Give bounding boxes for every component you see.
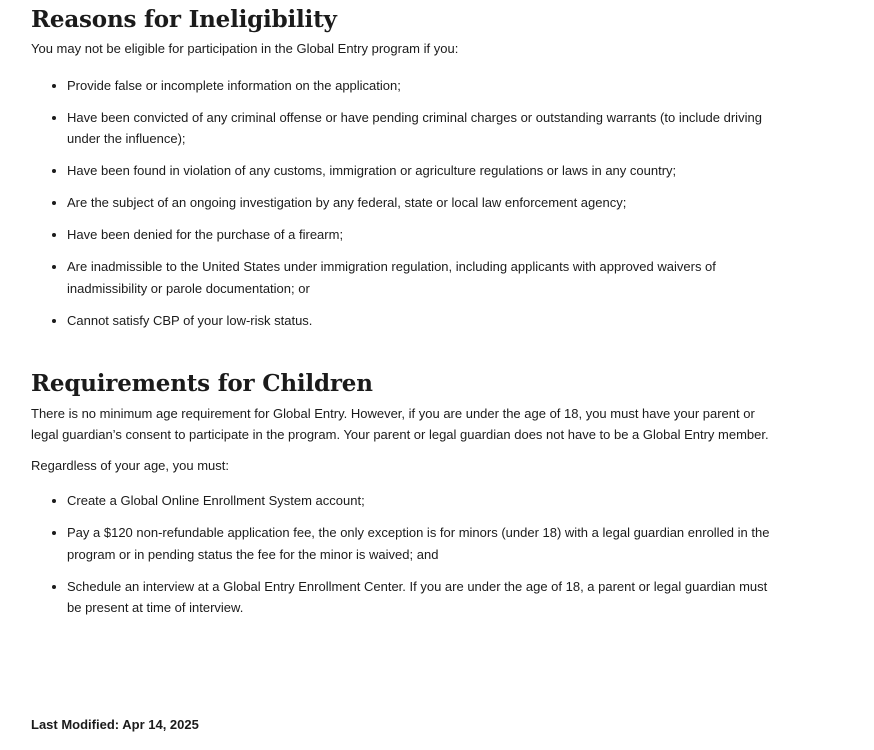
list-item: • Provide false or incomplete information on the application; <box>67 75 771 97</box>
list-item: • Have been found in violation of any customs, immigration or agriculture regulations or laws in any country; <box>67 160 771 182</box>
children-intro: There is no minimum age requirement for Global Entry. However, if you are under the age of 18, you must have your parent or legal guardian’s consent to participate in the program. Your parent or legal guardian does not have to be a Global Entry member. <box>31 405 769 442</box>
list-item: • Are inadmissible to the United States under immigration regulation, including applicants with approved waivers of inadmissibility or parole documentation; or <box>67 256 771 299</box>
ineligibility-list <box>31 75 771 332</box>
section-heading-ineligibility: Reasons for Ineligibility <box>31 6 337 33</box>
list-item: • Schedule an interview at a Global Entry Enrollment Center. If you are under the age of 18, a parent or legal guardian must be present at time of interview. <box>67 576 771 619</box>
list-item: • Cannot satisfy CBP of your low-risk status. <box>67 310 771 332</box>
list-item: • Have been denied for the purchase of a firearm; <box>67 224 771 246</box>
main-content <box>31 0 771 629</box>
children-requirements-list <box>31 490 771 619</box>
list-item: • Are the subject of an ongoing investigation by any federal, state or local law enforcement agency; <box>67 192 771 214</box>
list-item: • Pay a $120 non-refundable application fee, the only exception is for minors (under 18) with a legal guardian enrolled in the program or in pending status the fee for the minor is waived; and <box>67 522 771 565</box>
list-item: • Have been convicted of any criminal offense or have pending criminal charges or outstanding warrants (to include driving under the influence); <box>67 107 771 150</box>
last-modified-date: Last Modified: Apr 14, 2025 <box>31 717 199 732</box>
section-spacer <box>31 342 771 370</box>
section-heading-children: Requirements for Children <box>31 369 373 397</box>
list-item: • Create a Global Online Enrollment System account; <box>67 490 771 512</box>
ineligibility-intro: You may not be eligible for participation in the Global Entry program if you: <box>31 41 459 56</box>
children-regardless-text: Regardless of your age, you must: <box>31 457 229 473</box>
